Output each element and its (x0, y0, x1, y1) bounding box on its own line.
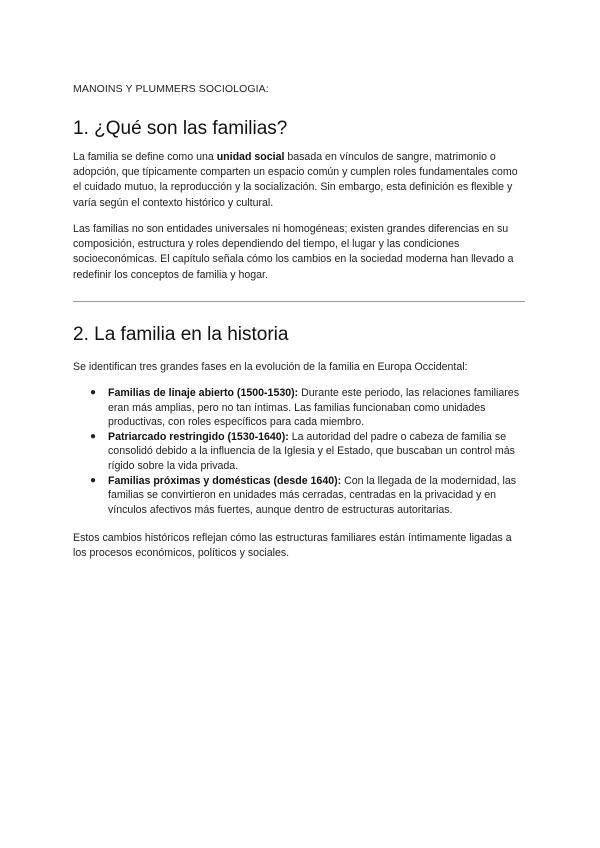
section-1-paragraph-2: Las familias no son entidades universales ni homogéneas; existen grandes diferencias en su composición, estructura y roles dependiendo del tiempo, el lugar y las condiciones socioeconómicas. El capítulo señala cómo los cambios en la sociedad moderna han llevado a redefinir los conceptos de familia y hogar. (73, 223, 514, 281)
list-item-text: La autoridad del padre o cabeza de familia se consolidó debido a la influencia de la Iglesia y el Estado, que buscaban un control más rígido sobre la vida privada. (108, 430, 515, 472)
bullet-icon: ● (90, 387, 97, 398)
bold-term: unidad social (216, 151, 285, 163)
paragraph-text: La familia se define como una (73, 151, 217, 163)
section-2-closing: Estos cambios históricos reflejan cómo las estructuras familiares están íntimamente ligadas a los procesos económicos, políticos y sociales. (73, 532, 512, 560)
list-item-label: Patriarcado restringido (1530-1640): (108, 430, 289, 443)
section-1-heading: 1. ¿Qué son las familias? (73, 118, 288, 139)
section-2-intro: Se identifican tres grandes fases en la evolución de la familia en Europa Occidental: (73, 361, 468, 373)
horizontal-divider (73, 301, 525, 302)
list-item-label: Familias próximas y domésticas (desde 1640): (108, 474, 342, 487)
bullet-icon: ● (90, 474, 97, 486)
section-2-heading: 2. La familia en la historia (73, 324, 289, 345)
list-item-text: Durante este periodo, las relaciones familiares eran más amplias, pero no tan íntimas. Las familias funcionaban como unidades productivas, con roles específicos para cada miembro. (108, 387, 520, 429)
bullet-icon: ● (90, 430, 97, 442)
list-item (73, 386, 525, 430)
list-item-text: Con la llegada de la modernidad, las familias se convirtieron en unidades más cerradas, centradas en la privacidad y en vínculos afectivos más fuertes, aunque dentro de estructuras autoritarias. (108, 474, 517, 516)
list-item (73, 430, 525, 474)
list-item (73, 474, 525, 518)
paragraph-text: basada en vínculos de sangre, matrimonio o adopción, que típicamente comparten un espacio común y cumplen roles fundamentales como el cuidado mutuo, la reproducción y la socialización. Sin embargo, esta definición es flexible y varía según el contexto histórico y cultural. (73, 151, 518, 209)
history-phases-list (73, 386, 525, 517)
list-item-label: Familias de linaje abierto (1500-1530): (108, 387, 299, 399)
section-1-paragraph-1 (73, 150, 525, 211)
document-header: MANOINS Y PLUMMERS SOCIOLOGIA: (73, 83, 269, 95)
